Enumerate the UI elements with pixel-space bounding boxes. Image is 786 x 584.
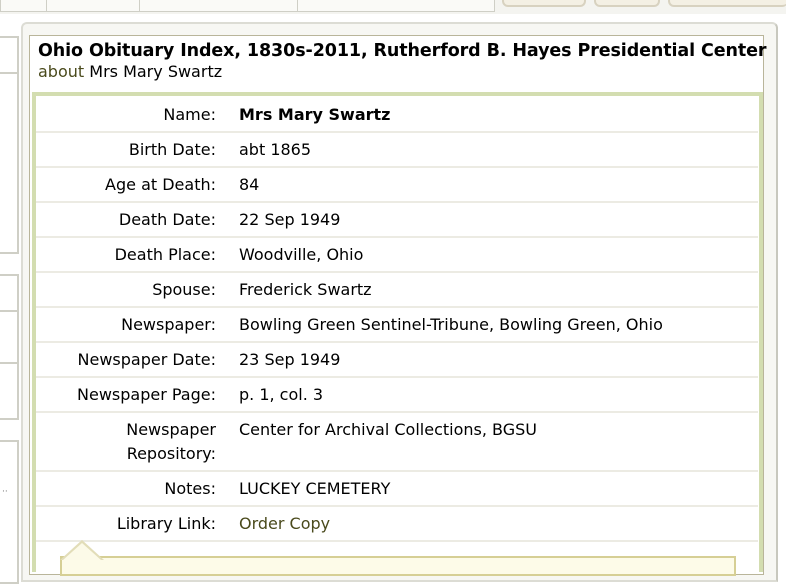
field-label: Age at Death: [105,175,216,194]
up-arrow-icon-inner [63,543,101,560]
field-label: Newspaper Date: [77,350,216,369]
left-panel-stub [0,36,19,76]
top-tab[interactable] [297,0,495,12]
left-panel-stub [0,362,19,420]
left-panel-stub [0,72,19,254]
field-label [36,412,239,471]
top-tab[interactable] [0,0,47,12]
top-button[interactable] [502,0,586,7]
person-name: Mrs Mary Swartz [89,62,223,81]
field-value: Center for Archival Collections, BGSU [239,420,537,439]
field-label: Death Date: [118,210,216,229]
record-subtitle [38,62,766,81]
field-label: Newspaper: [121,315,216,334]
field-value: LUCKEY CEMETERY [239,479,391,498]
left-panel-stub [0,310,19,366]
table-row [36,272,758,307]
field-value: Bowling Green Sentinel-Tribune, Bowling Green, Ohio [239,315,663,334]
table-row [36,412,758,471]
field-value: 84 [239,175,260,194]
field-label-line: Repository: [126,444,216,463]
left-panel-ellipsis-icon: ·· [2,487,8,497]
field-value-name: Mrs Mary Swartz [239,105,391,124]
about-label: about [38,62,85,81]
table-row [36,202,758,237]
field-value: p. 1, col. 3 [239,385,324,404]
record-details [32,92,763,572]
field-label: Death Place: [114,245,216,264]
left-panel-stub [0,440,19,584]
field-label: Spouse: [152,280,216,299]
field-label: Birth Date: [128,140,216,159]
top-tab[interactable] [46,0,140,12]
table-row [36,132,758,167]
order-copy-link[interactable]: Order Copy [239,514,331,533]
table-row [36,377,758,412]
record-title: Ohio Obituary Index, 1830s-2011, Rutherford B. Hayes Presidential Center [38,41,767,61]
top-button[interactable] [668,0,786,7]
field-value: abt 1865 [239,140,312,159]
field-label-line: Newspaper [126,420,216,439]
top-tab-strip [0,0,786,14]
table-row [36,237,758,272]
top-tab[interactable] [139,0,298,12]
field-label: Notes: [164,479,216,498]
table-row [36,342,758,377]
field-label: Newspaper Page: [77,385,216,404]
field-value: Frederick Swartz [239,280,372,299]
field-value: 22 Sep 1949 [239,210,341,229]
record-table [36,98,758,542]
field-value: Woodville, Ohio [239,245,364,264]
left-panel-stub [0,274,19,314]
bottom-panel [60,556,736,576]
table-row [36,98,758,132]
top-button[interactable] [594,0,660,7]
record-header [38,41,766,81]
field-label: Library Link: [116,514,216,533]
field-label: Name: [163,105,216,124]
table-row [36,167,758,202]
table-row [36,471,758,506]
table-row [36,506,758,541]
field-value: 23 Sep 1949 [239,350,341,369]
table-row [36,307,758,342]
